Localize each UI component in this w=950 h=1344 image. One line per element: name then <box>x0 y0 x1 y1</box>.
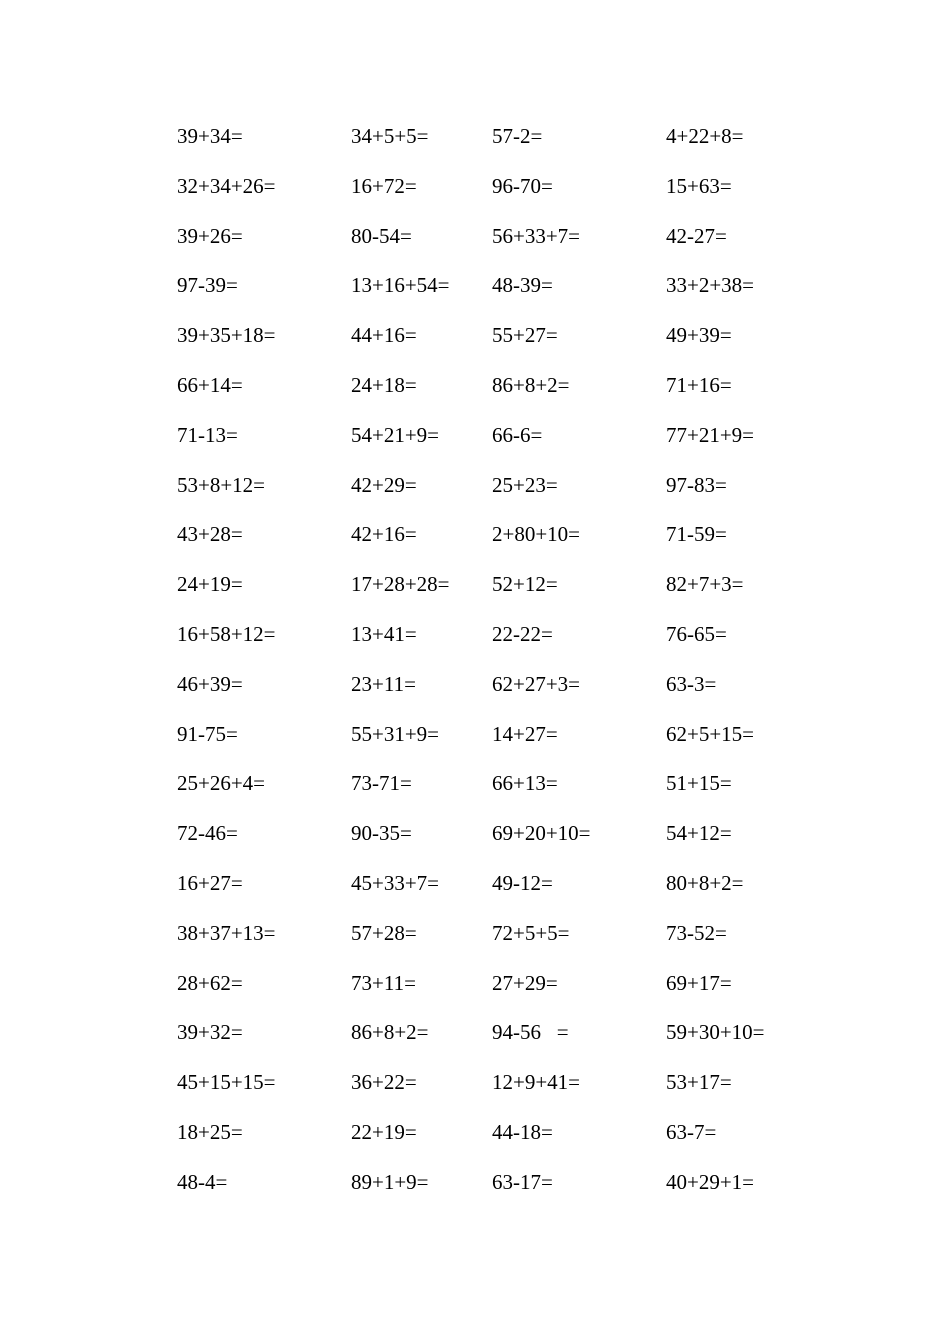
math-problem: 39+35+18= <box>177 323 276 348</box>
math-problem: 49+39= <box>666 323 732 348</box>
math-problem: 12+9+41= <box>492 1070 581 1095</box>
math-problem: 28+62= <box>177 970 243 995</box>
math-problem: 72+5+5= <box>492 920 570 945</box>
math-problem: 16+72= <box>351 173 417 198</box>
math-problem: 48-39= <box>492 273 553 298</box>
math-problem: 24+18= <box>351 373 417 397</box>
math-problem: 55+31+9= <box>351 721 440 746</box>
math-problem: 22-22= <box>492 622 553 646</box>
math-problem: 25+26+4= <box>177 771 266 796</box>
math-problem: 25+23= <box>492 472 558 497</box>
math-problem: 69+20+10= <box>492 821 591 846</box>
math-problem: 94-56 = <box>492 1020 569 1045</box>
math-problem: 53+8+12= <box>177 472 266 497</box>
math-problem: 63-7= <box>666 1120 717 1144</box>
math-problem: 51+15= <box>666 771 732 796</box>
math-problem: 96-70= <box>492 173 553 198</box>
math-problem: 63-17= <box>492 1169 553 1194</box>
math-problem: 42+29= <box>351 472 417 497</box>
problem-row <box>0 1122 950 1172</box>
math-problem: 13+16+54= <box>351 273 450 298</box>
math-problem: 49-12= <box>492 871 553 895</box>
math-problem: 45+15+15= <box>177 1070 276 1095</box>
math-problem: 2+80+10= <box>492 522 581 547</box>
math-problem: 38+37+13= <box>177 920 276 945</box>
math-problem: 23+11= <box>351 671 416 696</box>
math-problem: 71-59= <box>666 522 727 547</box>
problem-row <box>0 1169 950 1222</box>
math-problem: 97-83= <box>666 472 727 497</box>
math-problem: 86+8+2= <box>492 373 570 397</box>
math-problem: 97-39= <box>177 273 238 298</box>
math-problem: 59+30+10= <box>666 1020 765 1045</box>
math-problem: 91-75= <box>177 721 238 746</box>
math-problem: 89+1+9= <box>351 1169 429 1194</box>
math-problem: 45+33+7= <box>351 871 440 895</box>
problem-row <box>0 173 950 226</box>
math-problem: 62+5+15= <box>666 721 755 746</box>
math-problem: 62+27+3= <box>492 671 581 696</box>
math-problem: 42+16= <box>351 522 417 547</box>
problem-row <box>0 671 950 724</box>
math-problem: 46+39= <box>177 671 243 696</box>
math-problem: 80-54= <box>351 223 412 248</box>
math-problem: 73-71= <box>351 771 412 796</box>
problem-row <box>0 624 950 674</box>
math-problem: 17+28+28= <box>351 572 450 597</box>
math-problem: 16+27= <box>177 871 243 895</box>
math-problem: 55+27= <box>492 323 558 348</box>
problem-row <box>0 920 950 973</box>
math-problem: 80+8+2= <box>666 871 744 895</box>
math-problem: 43+28= <box>177 522 243 547</box>
math-problem: 44+16= <box>351 323 417 348</box>
math-problem: 13+41= <box>351 622 417 646</box>
math-problem: 15+63= <box>666 173 732 198</box>
math-problem: 66+13= <box>492 771 558 796</box>
problem-row <box>0 275 950 325</box>
math-problem: 76-65= <box>666 622 727 646</box>
math-problem: 57+28= <box>351 920 417 945</box>
math-problem: 22+19= <box>351 1120 417 1144</box>
math-problem: 90-35= <box>351 821 412 846</box>
problem-row <box>0 223 950 276</box>
math-problem: 33+2+38= <box>666 273 755 298</box>
math-problem: 66+14= <box>177 373 243 397</box>
math-problem: 69+17= <box>666 970 732 995</box>
problem-row <box>0 1072 950 1122</box>
math-problem: 73-52= <box>666 920 727 945</box>
math-problem: 77+21+9= <box>666 422 755 447</box>
math-problem: 16+58+12= <box>177 622 276 646</box>
math-problem: 66-6= <box>492 422 543 447</box>
math-problem: 27+29= <box>492 970 558 995</box>
math-problem: 72-46= <box>177 821 238 846</box>
math-problem: 48-4= <box>177 1169 228 1194</box>
math-problem: 39+34= <box>177 124 243 148</box>
problem-row <box>0 773 950 823</box>
problem-row <box>0 721 950 774</box>
problem-row <box>0 472 950 525</box>
problem-row <box>0 422 950 475</box>
problem-row <box>0 574 950 624</box>
math-problem: 36+22= <box>351 1070 417 1095</box>
math-problem: 18+25= <box>177 1120 243 1144</box>
math-problem: 24+19= <box>177 572 243 597</box>
problem-row <box>0 873 950 923</box>
problem-row <box>0 126 950 176</box>
math-problem: 86+8+2= <box>351 1020 429 1045</box>
math-problem: 57-2= <box>492 124 543 148</box>
math-problem: 82+7+3= <box>666 572 744 597</box>
math-problem: 63-3= <box>666 671 717 696</box>
math-problem: 32+34+26= <box>177 173 276 198</box>
math-problem: 44-18= <box>492 1120 553 1144</box>
math-problem: 34+5+5= <box>351 124 429 148</box>
math-problem: 14+27= <box>492 721 558 746</box>
math-problem: 42-27= <box>666 223 727 248</box>
problem-row <box>0 524 950 574</box>
math-problem: 71-13= <box>177 422 238 447</box>
problem-row <box>0 375 950 425</box>
math-problem: 73+11= <box>351 970 416 995</box>
math-problem: 39+32= <box>177 1020 243 1045</box>
problem-row <box>0 970 950 1023</box>
problem-row <box>0 1022 950 1072</box>
math-problem: 54+21+9= <box>351 422 440 447</box>
problem-row <box>0 823 950 873</box>
math-problem: 4+22+8= <box>666 124 744 148</box>
problem-row <box>0 325 950 375</box>
math-problem: 56+33+7= <box>492 223 581 248</box>
math-problem: 71+16= <box>666 373 732 397</box>
math-problem: 53+17= <box>666 1070 732 1095</box>
math-problem: 40+29+1= <box>666 1169 755 1194</box>
math-problem: 39+26= <box>177 223 243 248</box>
math-problem: 52+12= <box>492 572 558 597</box>
math-problem: 54+12= <box>666 821 732 846</box>
